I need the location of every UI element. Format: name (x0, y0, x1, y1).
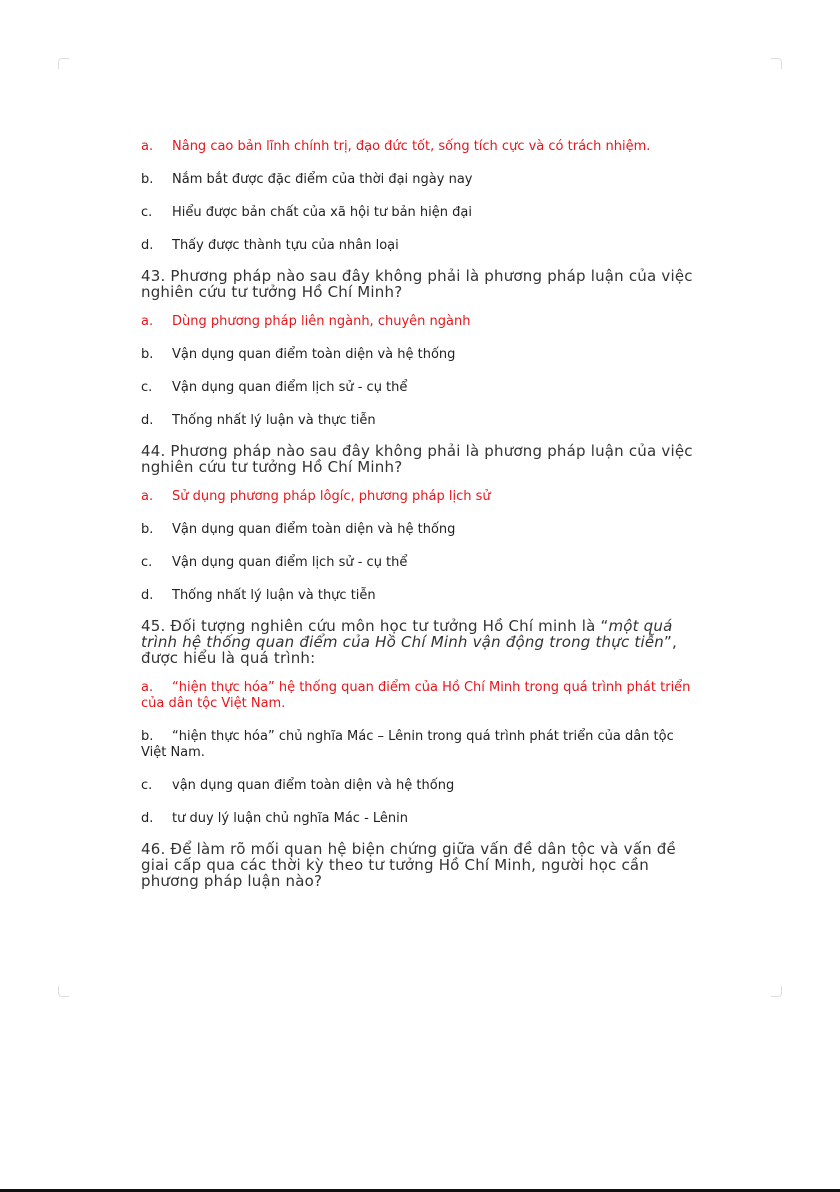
question-text: 45. Đối tượng nghiên cứu môn học tư tưởng Hồ Chí minh là “ (141, 617, 609, 635)
option-label: d. (141, 811, 154, 826)
option-label: b. (141, 729, 154, 744)
answer-option (141, 811, 701, 827)
option-label: d. (141, 238, 154, 253)
option-label: d. (141, 413, 154, 428)
option-text: Sử dụng phương pháp lôgíc, phương pháp lịch sử (172, 489, 491, 504)
option-text: Thống nhất lý luận và thực tiễn (172, 588, 376, 603)
option-text: Thống nhất lý luận và thực tiễn (172, 413, 376, 428)
option-text: “hiện thực hóa” hệ thống quan điểm của Hồ Chí Minh trong quá trình phát triển của dân tộc Việt Nam. (141, 680, 691, 711)
option-label: c. (141, 205, 153, 220)
answer-option-correct (141, 139, 701, 155)
option-label: d. (141, 588, 154, 603)
answer-option (141, 555, 701, 571)
question-quote: một quá trình hệ thống quan điểm của Hồ Chí Minh vận động trong thực tiễn (141, 617, 673, 651)
question-46: 46. Để làm rõ mối quan hệ biện chứng giữa vấn đề dân tộc và vấn đề giai cấp qua các thời kỳ theo tư tưởng Hồ Chí Minh, người học cần phương pháp luận nào? (141, 840, 676, 890)
answer-option (141, 729, 701, 761)
answer-option (141, 588, 701, 604)
option-label: b. (141, 172, 154, 187)
option-text: Hiểu được bản chất của xã hội tư bản hiện đại (172, 205, 472, 220)
option-text: Vận dụng quan điểm lịch sử - cụ thể (172, 380, 408, 395)
page-corner-mark (771, 986, 782, 997)
option-label: c. (141, 380, 153, 395)
option-text: Nắm bắt được đặc điểm của thời đại ngày nay (172, 172, 473, 187)
answer-option (141, 380, 701, 396)
question-44: 44. Phương pháp nào sau đây không phải là phương pháp luận của việc nghiên cứu tư tưởng Hồ Chí Minh? (141, 442, 693, 476)
answer-option-correct (141, 489, 701, 505)
option-text: “hiện thực hóa” chủ nghĩa Mác – Lênin trong quá trình phát triển của dân tộc Việt Nam. (141, 729, 674, 760)
option-label: c. (141, 778, 153, 793)
question-43: 43. Phương pháp nào sau đây không phải là phương pháp luận của việc nghiên cứu tư tưởng Hồ Chí Minh? (141, 267, 693, 301)
option-text: Thấy được thành tựu của nhân loại (172, 238, 399, 253)
question-text: ”, được hiểu là quá trình: (141, 633, 677, 667)
option-text: tư duy lý luận chủ nghĩa Mác - Lênin (172, 811, 408, 826)
answer-option (141, 238, 701, 254)
option-label: b. (141, 347, 154, 362)
answer-option (141, 522, 701, 538)
option-label: b. (141, 522, 154, 537)
option-label: a. (141, 139, 154, 154)
option-text: vận dụng quan điểm toàn diện và hệ thống (172, 778, 455, 793)
answer-option (141, 778, 701, 794)
option-label: c. (141, 555, 153, 570)
question-45 (141, 618, 701, 666)
option-text: Dùng phương pháp liên ngành, chuyên ngành (172, 314, 471, 329)
answer-option-correct (141, 314, 701, 330)
answer-option (141, 205, 701, 221)
option-label: a. (141, 314, 154, 329)
page-corner-mark (771, 58, 782, 69)
option-text: Vận dụng quan điểm toàn diện và hệ thống (172, 522, 456, 537)
answer-option (141, 347, 701, 363)
option-label: a. (141, 489, 154, 504)
quiz-content (141, 139, 701, 889)
option-text: Vận dụng quan điểm lịch sử - cụ thể (172, 555, 408, 570)
answer-option-correct (141, 680, 701, 712)
option-text: Nâng cao bản lĩnh chính trị, đạo đức tốt, sống tích cực và có trách nhiệm. (172, 139, 651, 154)
answer-option (141, 413, 701, 429)
page-corner-mark (58, 58, 69, 69)
option-label: a. (141, 680, 154, 695)
page-corner-mark (58, 986, 69, 997)
option-text: Vận dụng quan điểm toàn diện và hệ thống (172, 347, 456, 362)
answer-option (141, 172, 701, 188)
